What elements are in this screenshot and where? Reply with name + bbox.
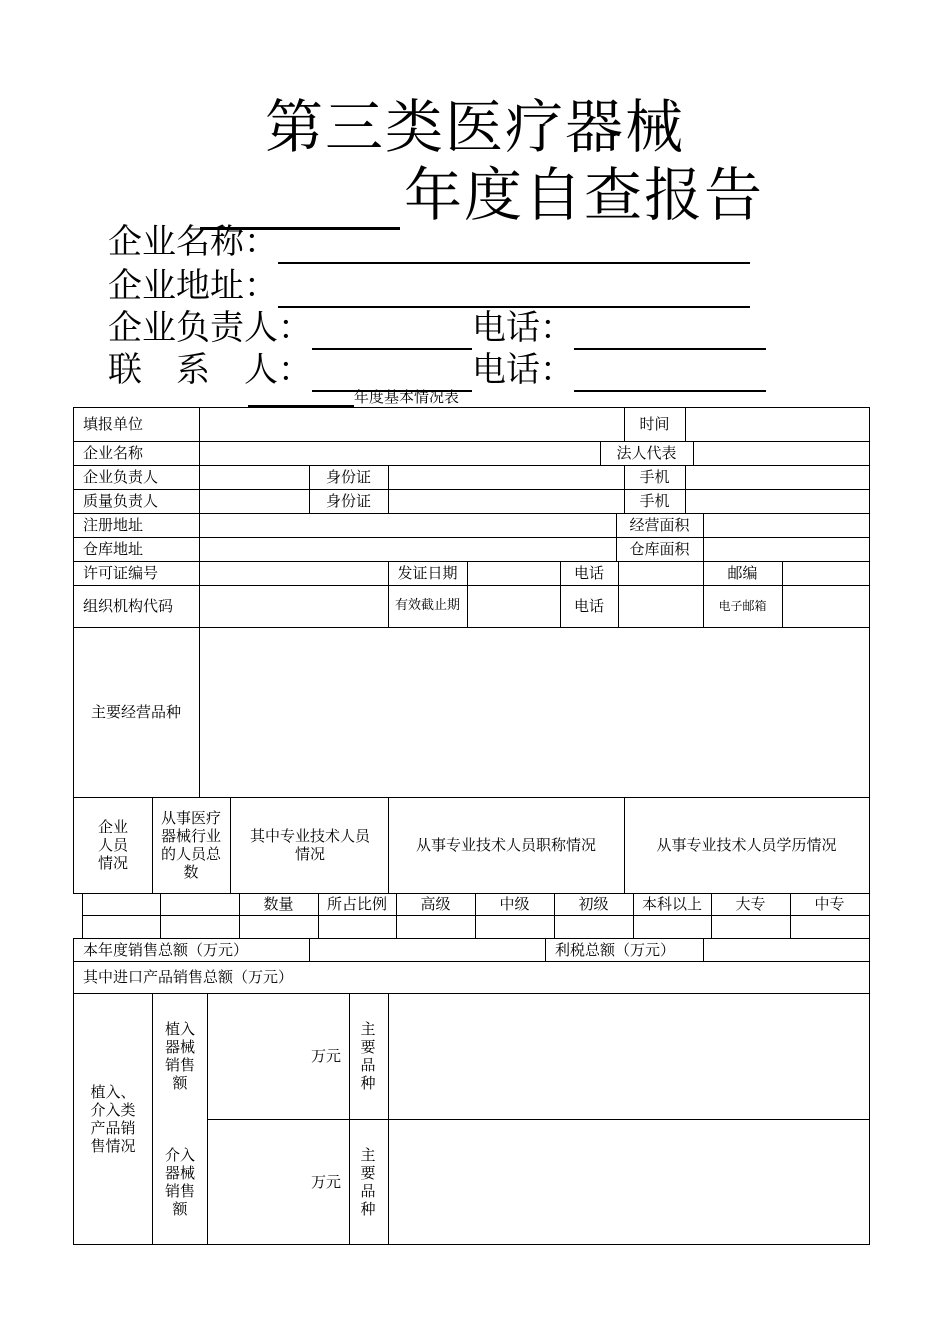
company-name-label: 企业名称： [108, 222, 278, 262]
warehouse-area-label: 仓库面积 [629, 540, 690, 558]
legal-rep-label: 法人代表 [616, 444, 677, 462]
responsible-field[interactable] [312, 318, 472, 350]
email-label: 电子邮箱 [718, 599, 767, 613]
implant-main-varieties-label: 主要品种 [360, 1020, 376, 1092]
implant-unit-label: 万元 [310, 1047, 341, 1065]
main-products-label: 主要经营品种 [90, 703, 181, 721]
implant-main-varieties-field[interactable] [389, 994, 868, 1118]
import-sales-label: 其中进口产品销售总额（万元） [83, 968, 294, 986]
professional-staff-label: 其中专业技术人员情况 [250, 827, 371, 863]
sub-header-quantity: 数量 [263, 895, 294, 913]
phone-label-2: 电话： [472, 350, 574, 390]
postcode-label: 邮编 [727, 564, 758, 582]
valid-until-label: 有效截止期 [394, 598, 460, 613]
mobile-label-2: 手机 [639, 492, 670, 510]
sub-header-senior: 高级 [420, 895, 451, 913]
main-products-field[interactable] [200, 628, 868, 796]
license-no-label: 许可证编号 [83, 564, 159, 582]
industry-staff-total-label: 从事医疗器械行业的人员总数 [160, 809, 221, 881]
total-profit-tax-label: 利税总额（万元） [555, 940, 676, 959]
company-name-field[interactable] [278, 232, 750, 264]
responsible-label: 企业负责人： [108, 308, 312, 348]
phone-cell-label: 电话 [573, 564, 604, 582]
education-situation-label: 从事专业技术人员学历情况 [656, 836, 837, 854]
title-situation-label: 从事专业技术人员职称情况 [415, 836, 596, 854]
contact-phone-field[interactable] [574, 360, 766, 392]
sub-header-intermediate: 中级 [499, 895, 530, 913]
responsible-line [108, 306, 766, 350]
report-title-line1: 第三类医疗器械 [264, 93, 685, 161]
mobile-label: 手机 [639, 468, 670, 486]
responsible-phone-field[interactable] [574, 318, 766, 350]
company-name-cell-label: 企业名称 [83, 444, 144, 462]
time-label: 时间 [639, 415, 670, 433]
company-address-field[interactable] [278, 276, 750, 308]
interventional-sales-label: 介入器械销售额 [164, 1145, 195, 1218]
implant-sales-label: 植入器械销售额 [164, 1020, 195, 1092]
interventional-main-varieties-label: 主要品种 [360, 1145, 376, 1218]
report-title-text: 年度自查报告 [404, 161, 765, 229]
filling-unit-label: 填报单位 [83, 415, 144, 433]
annual-sales-label: 本年度销售总额（万元） [83, 940, 249, 959]
org-code-label: 组织机构代码 [83, 597, 174, 615]
sub-header-bachelor: 本科以上 [641, 895, 702, 913]
quality-head-label: 质量负责人 [83, 492, 159, 510]
contact-label: 联 系 人： [108, 350, 312, 390]
warehouse-address-label: 仓库地址 [83, 540, 144, 558]
company-address-line [108, 264, 750, 308]
sub-header-ratio: 所占比例 [326, 895, 387, 913]
sub-header-secondary: 中专 [814, 895, 845, 913]
implant-section-label: 植入、介入类产品销售情况 [90, 1082, 136, 1155]
id-card-label-2: 身份证 [325, 492, 371, 510]
contact-line [108, 348, 766, 392]
sub-header-junior: 初级 [578, 895, 609, 913]
table-title-text: 年度基本情况表 [354, 388, 460, 406]
sub-header-college: 大专 [735, 895, 766, 913]
table-title [248, 387, 459, 407]
interventional-main-varieties-field[interactable] [389, 1120, 868, 1243]
id-card-label: 身份证 [325, 468, 371, 486]
issue-date-label: 发证日期 [397, 564, 458, 582]
reg-address-label: 注册地址 [83, 516, 144, 534]
business-area-label: 经营面积 [629, 516, 690, 534]
filling-unit-field[interactable] [200, 408, 624, 441]
interventional-unit-label: 万元 [310, 1172, 341, 1191]
company-address-label: 企业地址： [108, 266, 278, 306]
phone-label: 电话： [472, 308, 574, 348]
staff-situation-label: 企业人员情况 [97, 818, 128, 872]
phone-cell-label-2: 电话 [573, 597, 604, 615]
company-head-label: 企业负责人 [83, 468, 159, 486]
company-name-line [108, 220, 750, 264]
table-year-blank[interactable] [248, 387, 354, 407]
